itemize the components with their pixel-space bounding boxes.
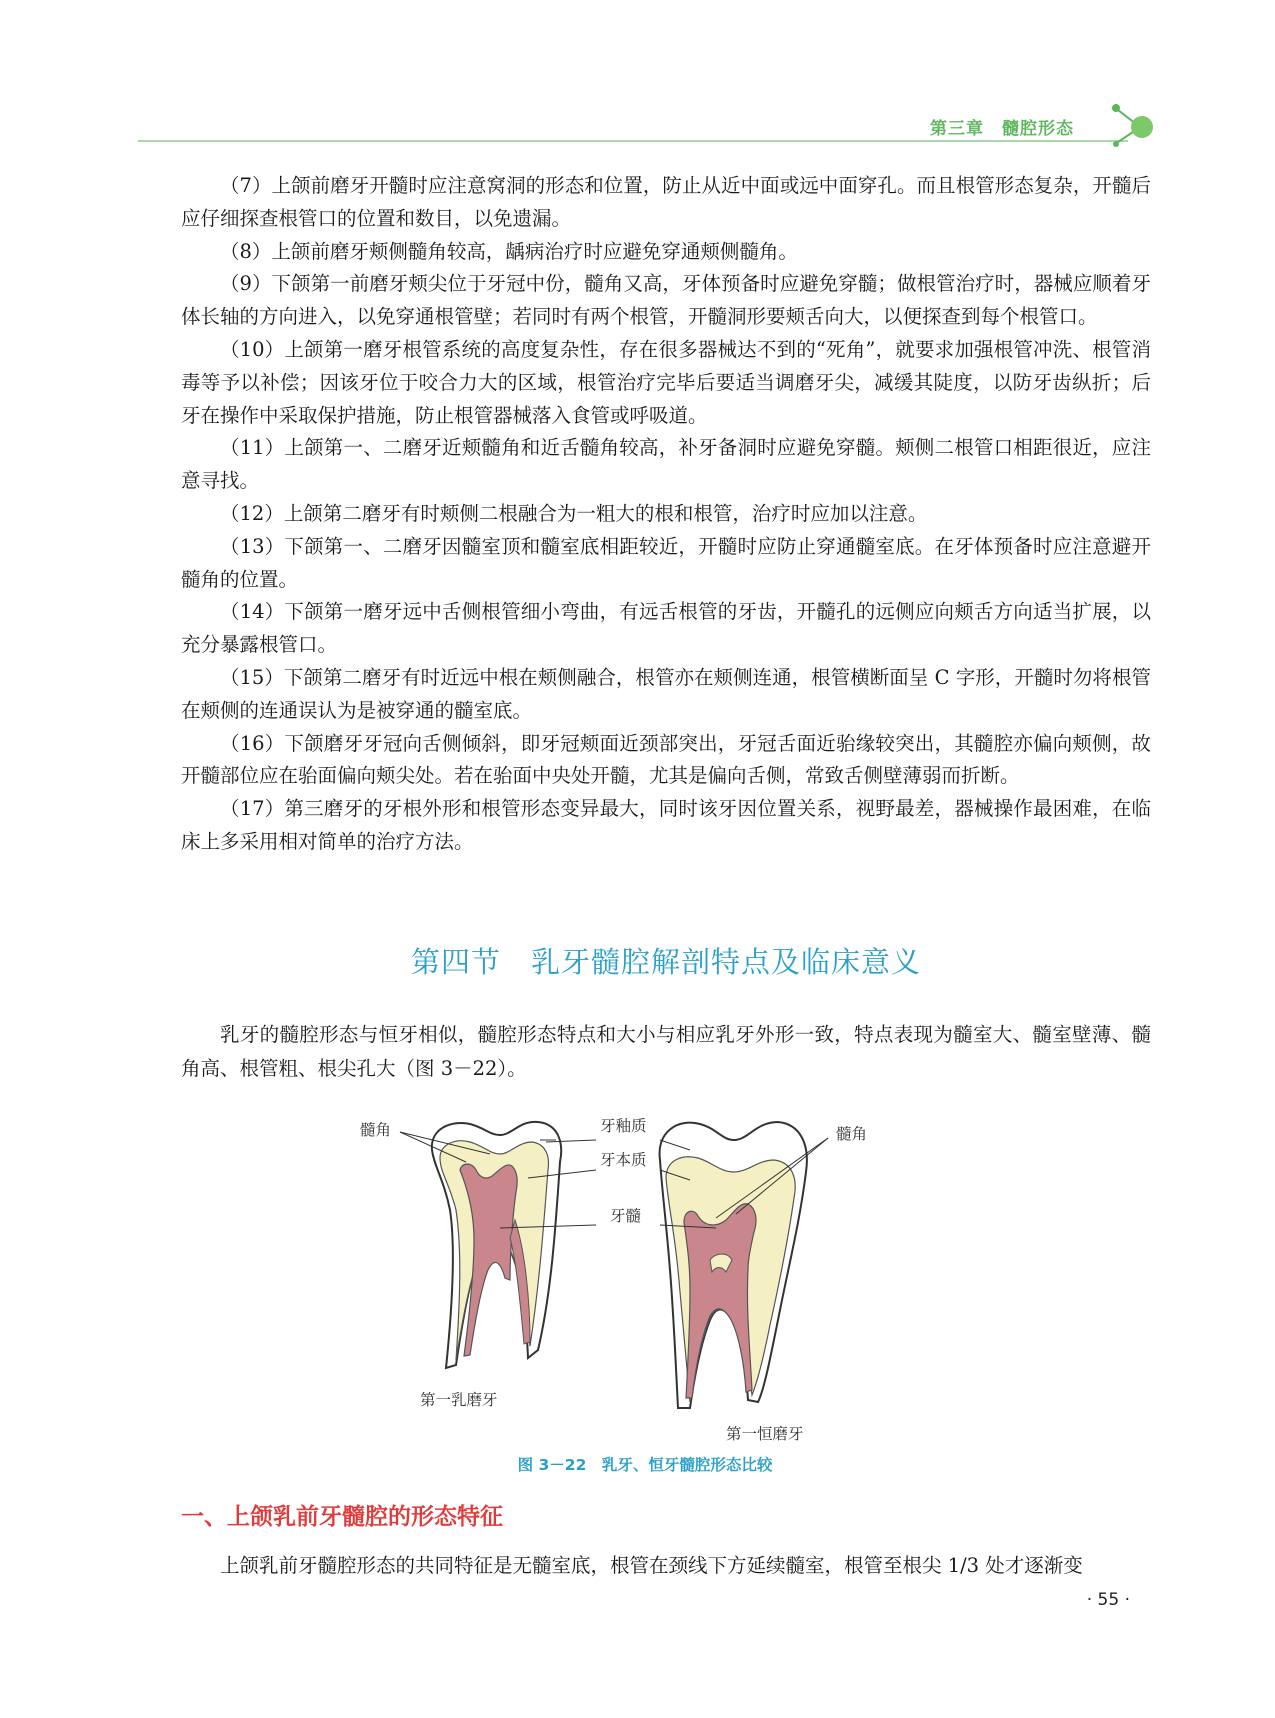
label-pulp: 牙髓 <box>610 1207 642 1225</box>
chapter-header: 第三章 髓腔形态 <box>930 119 1074 139</box>
permanent-molar-drawing <box>660 1122 807 1408</box>
paragraph: （17）第三磨牙的牙根外形和根管形态变异最大，同时该牙因位置关系，视野最差，器械操作最困难，在临床上多采用相对简单的治疗方法。 <box>181 797 1151 853</box>
label-dentin: 牙本质 <box>600 1151 647 1169</box>
section-intro <box>181 1018 1151 1086</box>
primary-molar-drawing <box>432 1122 561 1368</box>
label-primary-molar: 第一乳磨牙 <box>420 1391 498 1409</box>
paragraph: （8）上颌前磨牙颊侧髓角较高，龋病治疗时应避免穿通颊侧髓角。 <box>220 239 798 263</box>
paragraph: 上颌乳前牙髓腔形态的共同特征是无髓室底，根管在颈线下方延续髓室，根管至根尖 1/3 处才逐渐变 <box>220 1554 1083 1577</box>
tooth-comparison-figure <box>360 1110 930 1445</box>
paragraph: 乳牙的髓腔形态与恒牙相似，髓腔形态特点和大小与相应乳牙外形一致，特点表现为髓室大、髓室壁薄、髓角高、根管粗、根尖孔大（图 3－22）。 <box>181 1023 1151 1080</box>
main-text <box>181 170 1151 859</box>
molecule-ornament-icon <box>1108 100 1158 152</box>
paragraph: （10）上颌第一磨牙根管系统的高度复杂性，存在很多器械达不到的“死角”，就要求加强根管冲洗、根管消毒等予以补偿；因该牙位于咬合力大的区域，根管治疗完毕后要适当调磨牙尖，减缓其陡度，以防牙齿纵折；后牙在操作中采取保护措施，防止根管器械落入食管或呼吸道。 <box>181 337 1151 427</box>
paragraph: （14）下颌第一磨牙远中舌侧根管细小弯曲，有远舌根管的牙齿，开髓孔的远侧应向颊舌方向适当扩展，以充分暴露根管口。 <box>181 600 1151 657</box>
page-number: · 55 · <box>1086 1590 1130 1610</box>
paragraph: （9）下颌第一前磨牙颊尖位于牙冠中份，髓角又高，牙体预备时应避免穿髓；做根管治疗时，器械应顺着牙体长轴的方向进入，以免穿通根管壁；若同时有两个根管，开髓洞形要颊舌向大，以便探查到每个根管口。 <box>181 272 1151 329</box>
header-rule <box>138 140 1128 142</box>
label-enamel: 牙釉质 <box>600 1117 647 1135</box>
figure-caption: 图 3－22 乳牙、恒牙髓腔形态比较 <box>517 1456 773 1474</box>
subsection-title: 一、上颌乳前牙髓腔的形态特征 <box>181 1504 503 1530</box>
paragraph: （11）上颌第一、二磨牙近颊髓角和近舌髓角较高，补牙备洞时应避免穿髓。颊侧二根管口相距很近，应注意寻找。 <box>181 436 1151 493</box>
paragraph: （12）上颌第二磨牙有时颊侧二根融合为一粗大的根和根管，治疗时应加以注意。 <box>220 501 928 525</box>
section-title: 第四节 乳牙髓腔解剖特点及临床意义 <box>410 945 921 979</box>
paragraph: （7）上颌前磨牙开髓时应注意窝洞的形态和位置，防止从近中面或远中面穿孔。而且根管形态复杂，开髓后应仔细探查根管口的位置和数目，以免遗漏。 <box>181 174 1151 230</box>
paragraph: （16）下颌磨牙牙冠向舌侧倾斜，即牙冠颊面近颈部突出，牙冠舌面近骀缘较突出，其髓腔亦偏向颊侧，故开髓部位应在骀面偏向颊尖处。若在骀面中央处开髓，尤其是偏向舌侧，常致舌侧壁薄弱而折断。 <box>181 731 1151 788</box>
paragraph: （13）下颌第一、二磨牙因髓室顶和髓室底相距较近，开髓时应防止穿通髓室底。在牙体预备时应注意避开髓角的位置。 <box>181 534 1151 591</box>
paragraph: （15）下颌第二磨牙有时近远中根在颊侧融合，根管亦在颊侧连通，根管横断面呈 C 字形，开髓时勿将根管在颊侧的连通误认为是被穿通的髓室底。 <box>181 665 1151 722</box>
label-pulp-horn-left: 髓角 <box>360 1121 392 1139</box>
label-permanent-molar: 第一恒磨牙 <box>726 1425 804 1443</box>
label-pulp-horn-right: 髓角 <box>836 1125 868 1143</box>
